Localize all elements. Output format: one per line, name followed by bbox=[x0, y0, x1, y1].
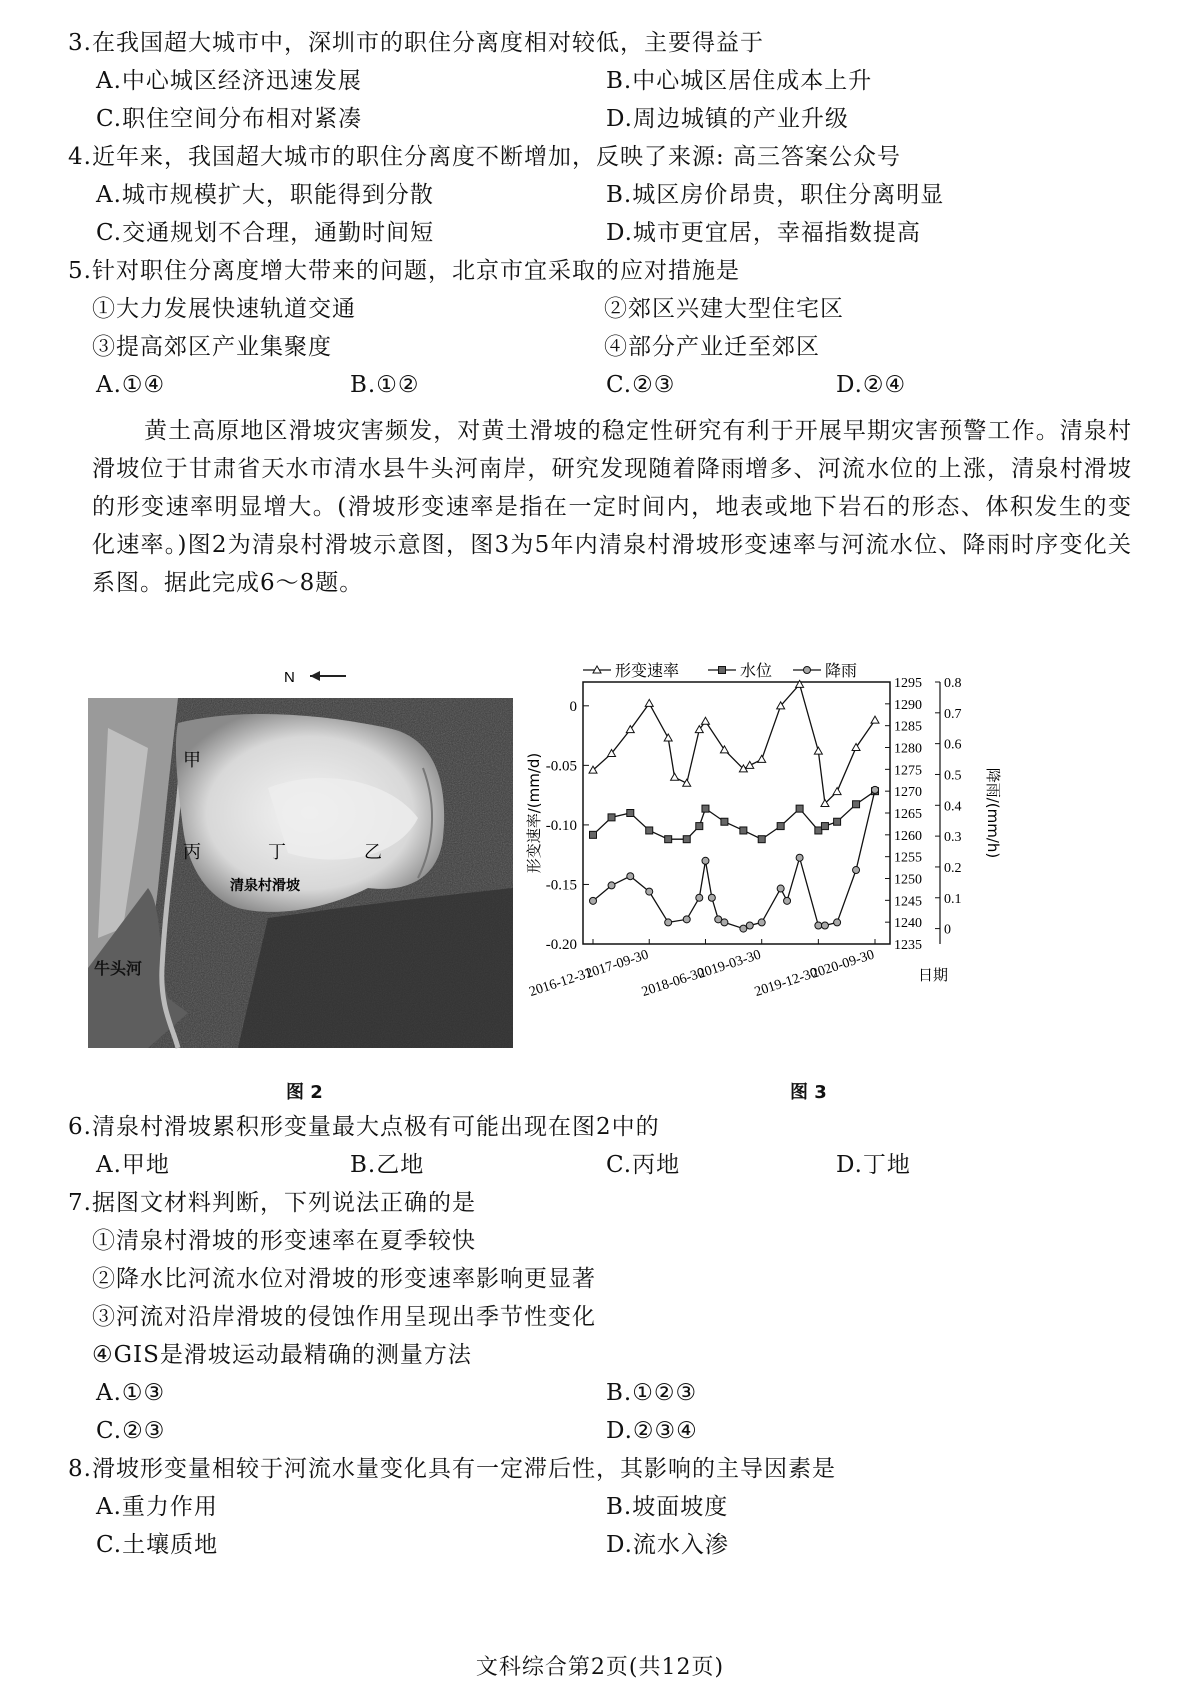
x-tick-label: 2019-03-30 bbox=[696, 947, 763, 982]
left-tick-label: 0 bbox=[569, 698, 577, 715]
series-point bbox=[665, 836, 672, 843]
question-8-option-c[interactable]: C.土壤质地 bbox=[96, 1532, 219, 1558]
page-footer: 文科综合第2页(共12页) bbox=[475, 1655, 725, 1680]
question-6-option-a[interactable]: A.甲地 bbox=[96, 1152, 170, 1178]
label-yi: 乙 bbox=[364, 842, 382, 863]
series-point bbox=[853, 867, 860, 874]
series-point bbox=[834, 818, 841, 825]
question-3-option-b[interactable]: B.中心城区居住成本上升 bbox=[606, 68, 873, 94]
question-5-option-b[interactable]: B.①② bbox=[350, 372, 420, 398]
label-river: 牛头河 bbox=[94, 959, 143, 978]
label-ding: 丁 bbox=[268, 842, 286, 863]
question-5-statement-2: ②郊区兴建大型住宅区 bbox=[604, 296, 844, 322]
x-tick-label: 2016-12-31 bbox=[527, 965, 595, 1000]
series-point bbox=[590, 897, 597, 904]
question-8-option-b[interactable]: B.坡面坡度 bbox=[606, 1494, 729, 1520]
question-5-option-a[interactable]: A.①④ bbox=[96, 372, 166, 398]
question-7-statement-3: ③河流对沿岸滑坡的侵蚀作用呈现出季节性变化 bbox=[92, 1304, 596, 1330]
north-arrow-icon bbox=[310, 671, 346, 681]
water-tick-label: 1235 bbox=[894, 938, 922, 953]
legend-label: 降雨 bbox=[825, 661, 858, 680]
question-6-option-d[interactable]: D.丁地 bbox=[836, 1152, 911, 1178]
rain-tick-label: 0.2 bbox=[944, 860, 962, 876]
series-point bbox=[646, 888, 653, 895]
series-point bbox=[872, 786, 879, 793]
series-point bbox=[608, 882, 615, 889]
legend-label: 水位 bbox=[740, 661, 773, 680]
question-3-option-c[interactable]: C.职住空间分布相对紧凑 bbox=[96, 106, 363, 132]
x-tick-label: 2020-09-30 bbox=[809, 947, 877, 982]
series-point bbox=[834, 919, 841, 926]
label-bing: 丙 bbox=[183, 842, 201, 863]
water-tick-label: 1295 bbox=[894, 676, 922, 691]
question-8-option-d[interactable]: D.流水入渗 bbox=[606, 1532, 729, 1558]
x-tick-label: 2019-12-30 bbox=[752, 965, 820, 1000]
water-tick-label: 1255 bbox=[894, 850, 922, 866]
left-tick-label: -0.20 bbox=[545, 937, 577, 953]
water-tick-label: 1260 bbox=[894, 828, 922, 844]
x-tick-label: 2018-06-30 bbox=[639, 965, 707, 1000]
series-point bbox=[708, 894, 715, 901]
right-axis-label: 降雨/(mm/h) bbox=[984, 767, 1002, 859]
passage-text: 黄土高原地区滑坡灾害频发，对黄土滑坡的稳定性研究有利于开展早期灾害预警工作。清泉村滑坡位于甘肃省天水市清水县牛头河南岸，研究发现随着降雨增多、河流水位的上涨，清泉村滑坡的形变速率明显增大。(滑坡形变速率是指在一定时间内，地表或地下岩石的形态、体积发生的变化速率。)图2为清泉村滑坡示意图，图3为5年内清泉村滑坡形变速率与河流水位、降雨时序变化关系图。据此完成6～8题。 bbox=[92, 418, 1132, 596]
series-point bbox=[665, 919, 672, 926]
series-point bbox=[701, 717, 709, 724]
water-tick-label: 1270 bbox=[894, 785, 922, 801]
series-point bbox=[664, 734, 672, 741]
left-tick-label: -0.15 bbox=[545, 877, 577, 894]
rain-tick-label: 0.3 bbox=[944, 830, 962, 846]
label-jia: 甲 bbox=[183, 750, 201, 771]
question-4-option-d[interactable]: D.城市更宜居，幸福指数提高 bbox=[606, 220, 921, 246]
question-7-statement-1: ①清泉村滑坡的形变速率在夏季较快 bbox=[92, 1228, 476, 1254]
series-point bbox=[696, 823, 703, 830]
series-point bbox=[627, 810, 634, 817]
water-tick-label: 1250 bbox=[894, 872, 922, 888]
series-point bbox=[833, 788, 841, 795]
series-point bbox=[815, 827, 822, 834]
question-5-option-d[interactable]: D.②④ bbox=[836, 372, 907, 398]
series-point bbox=[721, 919, 728, 926]
question-7-statement-2: ②降水比河流水位对滑坡的形变速率影响更显著 bbox=[92, 1266, 596, 1292]
rain-tick-label: 0.8 bbox=[944, 676, 962, 691]
question-5-statement-4: ④部分产业迁至郊区 bbox=[604, 334, 820, 360]
water-tick-label: 1265 bbox=[894, 807, 922, 822]
legend-label: 形变速率 bbox=[615, 661, 680, 680]
series-point bbox=[702, 805, 709, 812]
series-point bbox=[758, 919, 765, 926]
series-point bbox=[758, 755, 766, 762]
legend-marker bbox=[804, 667, 811, 674]
legend-marker bbox=[719, 667, 726, 674]
question-8-option-a[interactable]: A.重力作用 bbox=[96, 1494, 218, 1520]
series-line-2 bbox=[593, 791, 875, 839]
water-tick-label: 1280 bbox=[894, 741, 922, 757]
question-8-stem: 8.滑坡形变量相较于河流水量变化具有一定滞后性，其影响的主导因素是 bbox=[68, 1456, 836, 1482]
series-point bbox=[683, 836, 690, 843]
series-point bbox=[784, 897, 791, 904]
water-tick-label: 1240 bbox=[894, 916, 922, 932]
series-point bbox=[758, 836, 765, 843]
question-3-option-a[interactable]: A.中心城区经济迅速发展 bbox=[96, 68, 362, 94]
question-5-option-c[interactable]: C.②③ bbox=[606, 372, 676, 398]
question-6-stem: 6.清泉村滑坡累积形变量最大点极有可能出现在图2中的 bbox=[68, 1114, 660, 1140]
water-tick-label: 1275 bbox=[894, 763, 922, 779]
question-5-statement-3: ③提高郊区产业集聚度 bbox=[92, 334, 332, 360]
series-point bbox=[671, 773, 679, 780]
water-tick-label: 1245 bbox=[894, 894, 922, 910]
series-point bbox=[796, 854, 803, 861]
question-4-option-b[interactable]: B.城区房价昂贵，职住分离明显 bbox=[606, 182, 945, 208]
series-point bbox=[696, 894, 703, 901]
series-point bbox=[608, 814, 615, 821]
water-tick-label: 1290 bbox=[894, 697, 922, 713]
rain-tick-label: 0 bbox=[944, 922, 951, 938]
question-6-option-c[interactable]: C.丙地 bbox=[606, 1152, 681, 1178]
series-point bbox=[627, 873, 634, 880]
rain-tick-label: 0.6 bbox=[944, 737, 962, 753]
rain-tick-label: 0.1 bbox=[944, 891, 962, 907]
label-slide: 清泉村滑坡 bbox=[230, 878, 300, 894]
series-point bbox=[871, 716, 879, 723]
question-3-option-d[interactable]: D.周边城镇的产业升级 bbox=[606, 106, 849, 132]
series-point bbox=[746, 761, 754, 768]
series-point bbox=[815, 922, 822, 929]
series-line-3 bbox=[593, 790, 875, 929]
series-point bbox=[683, 779, 691, 786]
question-3-stem: 3.在我国超大城市中，深圳市的职住分离度相对较低，主要得益于 bbox=[68, 30, 764, 56]
series-point bbox=[683, 916, 690, 923]
series-point bbox=[796, 805, 803, 812]
rain-tick-label: 0.7 bbox=[944, 706, 962, 722]
x-tick-label: 2017-09-30 bbox=[583, 947, 651, 982]
series-point bbox=[590, 831, 597, 838]
figure-3-caption: 图 3 bbox=[790, 1082, 827, 1103]
question-7-option-d[interactable]: D.②③④ bbox=[606, 1418, 698, 1444]
series-point bbox=[821, 823, 828, 830]
question-7-stem: 7.据图文材料判断，下列说法正确的是 bbox=[68, 1190, 476, 1216]
series-point bbox=[720, 746, 728, 753]
left-tick-label: -0.05 bbox=[545, 758, 577, 775]
series-point bbox=[721, 818, 728, 825]
question-7-option-b[interactable]: B.①②③ bbox=[606, 1380, 698, 1406]
left-tick-label: -0.10 bbox=[545, 817, 577, 834]
question-6-option-b[interactable]: B.乙地 bbox=[350, 1152, 425, 1178]
question-4-option-c[interactable]: C.交通规划不合理，通勤时间短 bbox=[96, 220, 435, 246]
question-7-option-a[interactable]: A.①③ bbox=[96, 1380, 166, 1406]
series-point bbox=[853, 801, 860, 808]
left-axis-label: 形变速率/(mm/d) bbox=[525, 752, 543, 874]
question-4-stem: 4.近年来，我国超大城市的职住分离度不断增加，反映了来源: 高三答案公众号 bbox=[68, 144, 902, 170]
question-5-statement-1: ①大力发展快速轨道交通 bbox=[92, 296, 356, 322]
question-4-option-a[interactable]: A.城市规模扩大，职能得到分散 bbox=[96, 182, 434, 208]
series-point bbox=[702, 857, 709, 864]
series-point bbox=[821, 922, 828, 929]
series-point bbox=[777, 885, 784, 892]
series-point bbox=[740, 827, 747, 834]
rain-tick-label: 0.5 bbox=[944, 768, 962, 784]
rain-tick-label: 0.4 bbox=[944, 799, 962, 815]
series-point bbox=[777, 823, 784, 830]
figure-3-chart bbox=[525, 661, 1095, 1062]
series-line-1 bbox=[593, 684, 875, 803]
water-tick-label: 1285 bbox=[894, 719, 922, 735]
question-7-statement-4: ④GIS是滑坡运动最精确的测量方法 bbox=[92, 1342, 472, 1368]
figure-2-caption: 图 2 bbox=[286, 1082, 323, 1103]
series-point bbox=[746, 922, 753, 929]
series-point bbox=[646, 827, 653, 834]
x-axis-label: 日期 bbox=[918, 966, 949, 984]
north-label: N bbox=[284, 669, 295, 686]
question-7-option-c[interactable]: C.②③ bbox=[96, 1418, 166, 1444]
series-point bbox=[814, 747, 822, 754]
series-point bbox=[645, 699, 653, 706]
figure-2-map bbox=[88, 668, 513, 1048]
question-5-stem: 5.针对职住分离度增大带来的问题，北京市宜采取的应对措施是 bbox=[68, 258, 740, 284]
